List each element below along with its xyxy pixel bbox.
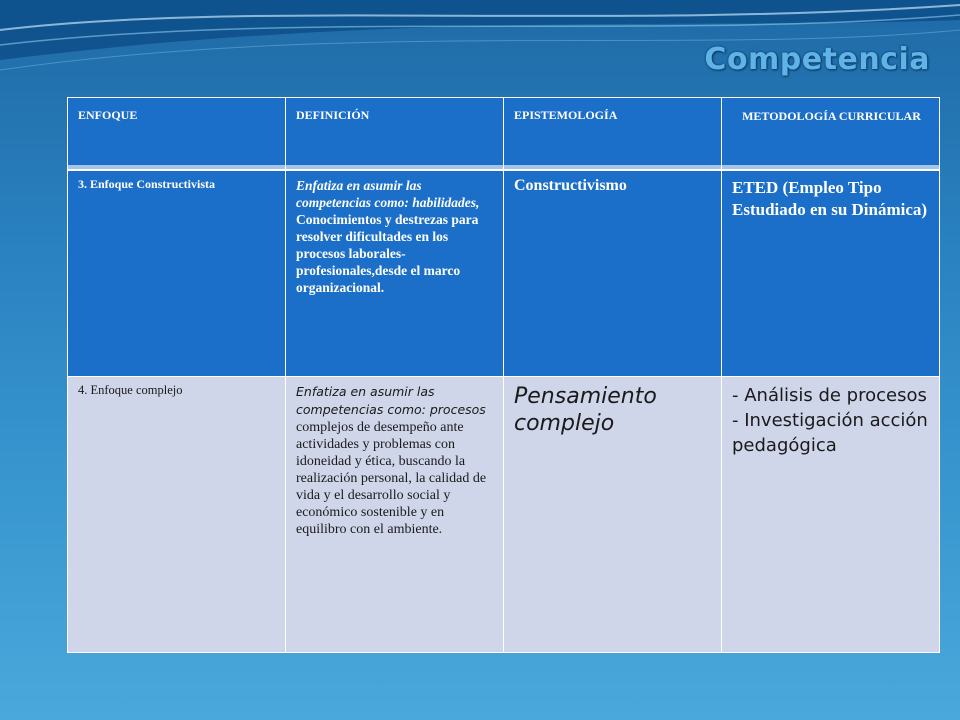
header-metodologia: METODOLOGÍA CURRICULAR xyxy=(722,98,940,170)
definicion-text: Conocimientos y destrezas para resolver dificultades en los procesos laborales-profesionales,desde el marco organizacional. xyxy=(296,212,479,295)
row-metodologia xyxy=(722,377,940,653)
row-epistemologia: Constructivismo xyxy=(504,171,722,377)
metodologia-item: - Análisis de procesos xyxy=(732,385,927,406)
row-enfoque: 4. Enfoque complejo xyxy=(68,377,286,653)
table-row xyxy=(68,171,940,377)
metodologia-item: - Investigación acción pedagógica xyxy=(732,410,928,456)
definicion-italic: Enfatiza en asumir las competencias como: habilidades, xyxy=(296,178,480,210)
definicion-italic: Enfatiza en asumir las competencias como: procesos xyxy=(296,384,486,417)
row-epistemologia: Pensamiento complejo xyxy=(504,377,722,653)
header-row xyxy=(68,98,940,170)
header-table xyxy=(67,97,940,170)
definicion-text: complejos de desempeño ante actividades y problemas con idoneidad y ética, buscando la realización personal, la calidad de vida y el desarrollo social y económico sostenible y en equilibro con el ambiente. xyxy=(296,420,487,537)
content-table xyxy=(67,170,940,653)
header-enfoque: ENFOQUE xyxy=(68,98,286,170)
row-enfoque: 3. Enfoque Constructivista xyxy=(68,171,286,377)
row-metodologia: ETED (Empleo Tipo Estudiado en su Dinámica) xyxy=(722,171,940,377)
header-epistemologia: EPISTEMOLOGÍA xyxy=(504,98,722,170)
row-definicion xyxy=(286,171,504,377)
row-definicion xyxy=(286,377,504,653)
table-row xyxy=(68,377,940,653)
header-definicion: DEFINICIÓN xyxy=(286,98,504,170)
slide-title: Competencia xyxy=(704,42,930,77)
